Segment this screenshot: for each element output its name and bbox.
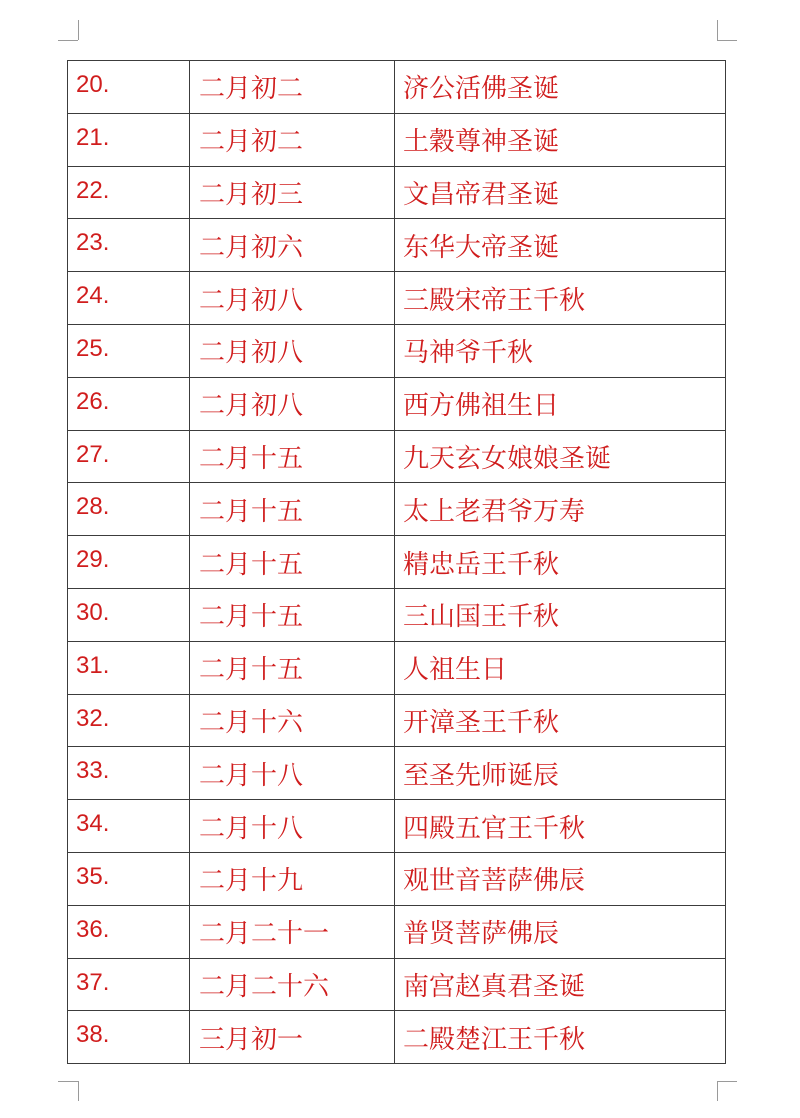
table-row: [68, 588, 726, 641]
table-row: [68, 483, 726, 536]
lunar-date: 二月十九: [190, 852, 395, 905]
crop-mark-bottom-right: [717, 1081, 737, 1082]
table-row: [68, 747, 726, 800]
table-row: [68, 852, 726, 905]
event-name: 精忠岳王千秋: [395, 536, 726, 589]
lunar-date: 二月十六: [190, 694, 395, 747]
lunar-date: 二月十五: [190, 483, 395, 536]
lunar-date: 三月初一: [190, 1011, 395, 1064]
row-number: 29.: [68, 536, 190, 589]
row-number: 22.: [68, 166, 190, 219]
row-number: 26.: [68, 377, 190, 430]
crop-mark-top-right: [717, 20, 718, 40]
event-name: 济公活佛圣诞: [395, 61, 726, 114]
row-number: 38.: [68, 1011, 190, 1064]
event-name: 西方佛祖生日: [395, 377, 726, 430]
event-name: 观世音菩萨佛辰: [395, 852, 726, 905]
row-number: 35.: [68, 852, 190, 905]
table-row: [68, 800, 726, 853]
row-number: 20.: [68, 61, 190, 114]
row-number: 32.: [68, 694, 190, 747]
event-name: 九天玄女娘娘圣诞: [395, 430, 726, 483]
row-number: 28.: [68, 483, 190, 536]
table-row: [68, 430, 726, 483]
row-number: 36.: [68, 905, 190, 958]
event-name: 四殿五官王千秋: [395, 800, 726, 853]
lunar-date: 二月十五: [190, 588, 395, 641]
crop-mark-bottom-right: [717, 1081, 718, 1101]
event-name: 文昌帝君圣诞: [395, 166, 726, 219]
table-body: [68, 61, 726, 1064]
lunar-date: 二月初三: [190, 166, 395, 219]
lunar-date: 二月十五: [190, 430, 395, 483]
table-row: [68, 641, 726, 694]
table-row: [68, 272, 726, 325]
row-number: 33.: [68, 747, 190, 800]
event-name: 南宫赵真君圣诞: [395, 958, 726, 1011]
table-row: [68, 694, 726, 747]
event-name: 太上老君爷万寿: [395, 483, 726, 536]
lunar-date: 二月初六: [190, 219, 395, 272]
event-name: 普贤菩萨佛辰: [395, 905, 726, 958]
lunar-date: 二月十八: [190, 800, 395, 853]
table-row: [68, 113, 726, 166]
row-number: 25.: [68, 324, 190, 377]
row-number: 21.: [68, 113, 190, 166]
table-row: [68, 536, 726, 589]
row-number: 30.: [68, 588, 190, 641]
crop-mark-bottom-left: [78, 1081, 79, 1101]
table-row: [68, 219, 726, 272]
row-number: 23.: [68, 219, 190, 272]
lunar-date: 二月初八: [190, 377, 395, 430]
event-name: 三殿宋帝王千秋: [395, 272, 726, 325]
lunar-date: 二月初八: [190, 324, 395, 377]
lunar-date: 二月十五: [190, 536, 395, 589]
table-row: [68, 61, 726, 114]
event-name: 东华大帝圣诞: [395, 219, 726, 272]
table-row: [68, 1011, 726, 1064]
table-row: [68, 324, 726, 377]
lunar-date: 二月二十一: [190, 905, 395, 958]
row-number: 37.: [68, 958, 190, 1011]
event-name: 二殿楚江王千秋: [395, 1011, 726, 1064]
event-name: 开漳圣王千秋: [395, 694, 726, 747]
lunar-date: 二月初八: [190, 272, 395, 325]
crop-mark-bottom-left: [58, 1081, 78, 1082]
row-number: 34.: [68, 800, 190, 853]
crop-mark-top-left: [78, 20, 79, 40]
lunar-date: 二月十八: [190, 747, 395, 800]
lunar-date: 二月十五: [190, 641, 395, 694]
holiday-table: [67, 60, 726, 1064]
table-row: [68, 905, 726, 958]
event-name: 人祖生日: [395, 641, 726, 694]
row-number: 27.: [68, 430, 190, 483]
lunar-date: 二月初二: [190, 113, 395, 166]
table-row: [68, 377, 726, 430]
lunar-date: 二月初二: [190, 61, 395, 114]
lunar-date: 二月二十六: [190, 958, 395, 1011]
event-name: 至圣先师诞辰: [395, 747, 726, 800]
event-name: 三山国王千秋: [395, 588, 726, 641]
event-name: 马神爷千秋: [395, 324, 726, 377]
event-name: 土穀尊神圣诞: [395, 113, 726, 166]
table-row: [68, 958, 726, 1011]
table-row: [68, 166, 726, 219]
row-number: 31.: [68, 641, 190, 694]
row-number: 24.: [68, 272, 190, 325]
crop-mark-top-right: [717, 40, 737, 41]
crop-mark-top-left: [58, 40, 78, 41]
